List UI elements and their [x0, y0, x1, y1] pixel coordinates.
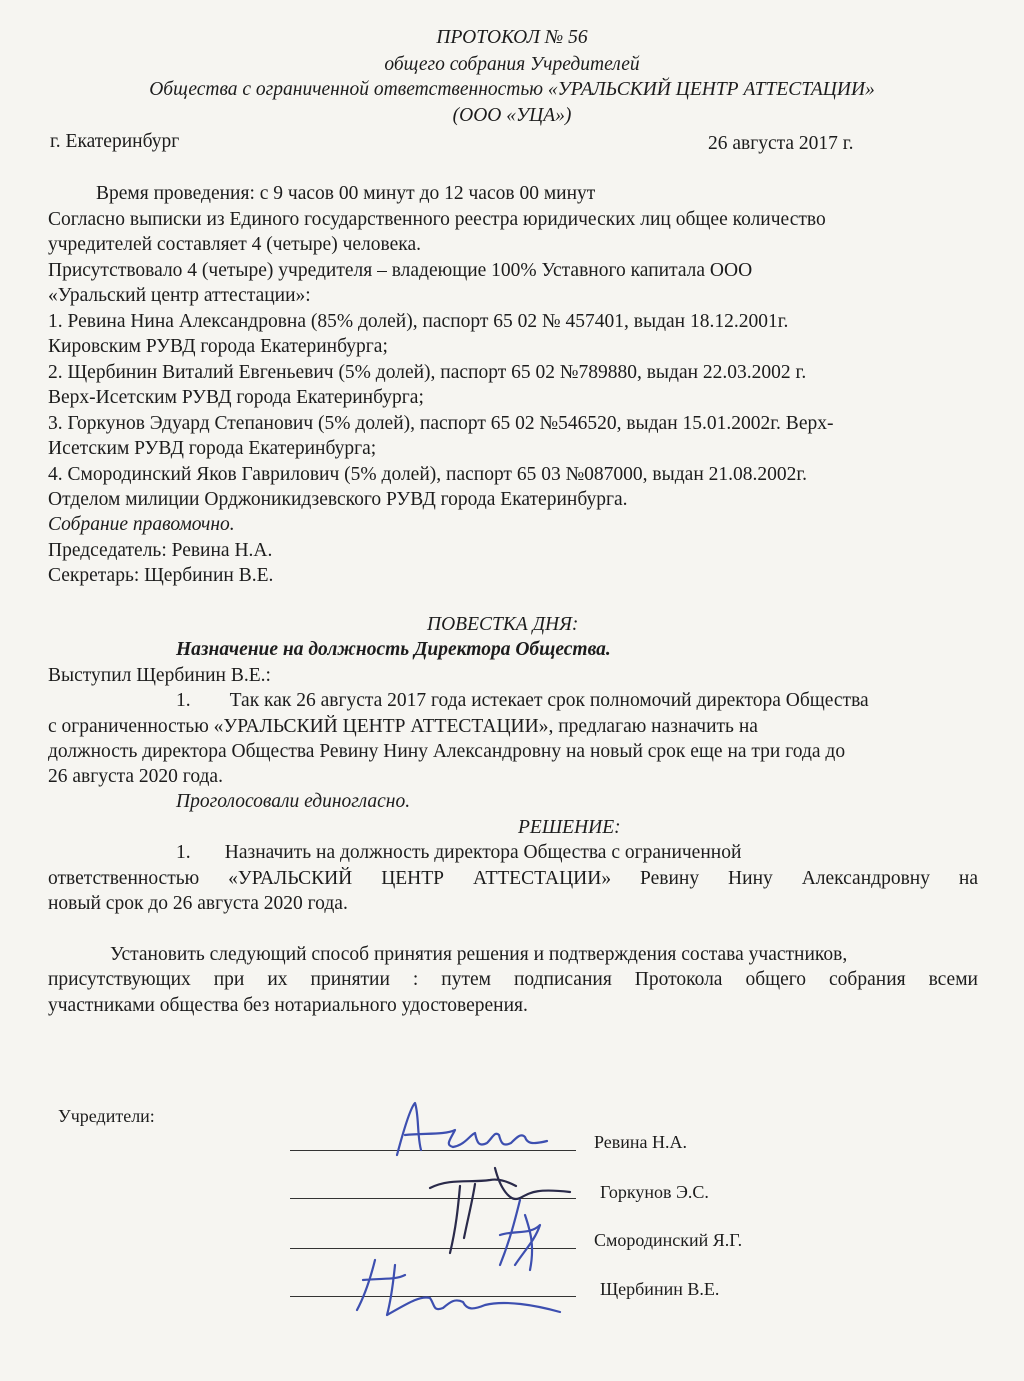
protocol-title: ПРОТОКОЛ № 56 [436, 27, 588, 48]
decision-heading: РЕШЕНИЕ: [518, 817, 621, 838]
founders-label: Учредители: [58, 1106, 155, 1126]
speaker: Выступил Щербинин В.Е.: [48, 665, 271, 686]
speech-line: с ограниченностью «УРАЛЬСКИЙ ЦЕНТР АТТЕСТАЦИИ», предлагаю назначить на [48, 716, 758, 737]
founder-1-issuer: Кировским РУВД города Екатеринбурга; [48, 336, 388, 357]
body-line: «Уральский центр аттестации»: [48, 285, 311, 306]
quorum-statement: Собрание правомочно. [48, 514, 235, 535]
company-short-name: (ООО «УЦА») [452, 105, 572, 126]
decision-line: новый срок до 26 августа 2020 года. [48, 893, 348, 914]
speech-line: 1. Так как 26 августа 2017 года истекает срок полномочий директора Общества [176, 690, 869, 711]
founder-3: 3. Горкунов Эдуард Степанович (5% долей), паспорт 65 02 №546520, выдан 15.01.2002г. Верх- [48, 413, 834, 434]
chairman: Председатель: Ревина Н.А. [48, 540, 273, 561]
decision-line: ответственностью «УРАЛЬСКИЙ ЦЕНТР АТТЕСТАЦИИ» Ревину Нину Александровну на [48, 868, 978, 889]
body-line: учредителей составляет 4 (четыре) человека. [48, 234, 421, 255]
founder-4-issuer: Отделом милиции Орджоникидзевского РУВД города Екатеринбурга. [48, 489, 628, 510]
speech-line: должность директора Общества Ревину Нину Александровну на новый срок еще на три года до [48, 741, 846, 762]
company-full-name: Общества с ограниченной ответственностью «УРАЛЬСКИЙ ЦЕНТР АТТЕСТАЦИИ» [149, 79, 875, 100]
founder-1: 1. Ревина Нина Александровна (85% долей), паспорт 65 02 № 457401, выдан 18.12.2001г. [48, 311, 789, 332]
signer-name-smorodinsky: Смородинский Я.Г. [594, 1230, 743, 1250]
founder-4: 4. Смородинский Яков Гаврилович (5% долей), паспорт 65 03 №087000, выдан 21.08.2002г. [48, 464, 808, 485]
agenda-item: Назначение на должность Директора Общества. [176, 639, 611, 660]
agenda-heading: ПОВЕСТКА ДНЯ: [427, 614, 579, 635]
vote-result: Проголосовали единогласно. [176, 791, 411, 812]
protocol-date: 26 августа 2017 г. [708, 133, 854, 154]
method-line: участниками общества без нотариального удостоверения. [48, 995, 528, 1016]
signer-name-shcherbinin: Щербинин В.Е. [600, 1279, 720, 1299]
signature-revina [375, 1095, 555, 1165]
decision-line: 1. Назначить на должность директора Общества с ограниченной [176, 842, 742, 863]
meeting-type: общего собрания Учредителей [384, 54, 640, 75]
city: г. Екатеринбург [50, 131, 180, 152]
signature-shcherbinin [335, 1250, 575, 1330]
body-line: Согласно выписки из Единого государственного реестра юридических лиц общее количество [48, 209, 826, 230]
founder-2: 2. Щербинин Виталий Евгеньевич (5% долей), паспорт 65 02 №789880, выдан 22.03.2002 г. [48, 362, 807, 383]
body-line: Присутствовало 4 (четыре) учредителя – владеющие 100% Уставного капитала ООО [48, 260, 753, 281]
signer-name-gorkunov: Горкунов Э.С. [600, 1182, 709, 1202]
founder-2-issuer: Верх-Исетским РУВД города Екатеринбурга; [48, 387, 424, 408]
method-line: присутствующих при их принятии : путем подписания Протокола общего собрания всеми [48, 969, 978, 990]
signer-name-revina: Ревина Н.А. [594, 1132, 688, 1152]
founder-3-issuer: Исетским РУВД города Екатеринбурга; [48, 438, 377, 459]
speech-line: 26 августа 2020 года. [48, 766, 223, 787]
meeting-time: Время проведения: с 9 часов 00 минут до 12 часов 00 минут [96, 183, 596, 204]
method-line: Установить следующий способ принятия решения и подтверждения состава участников, [110, 944, 848, 965]
secretary: Секретарь: Щербинин В.Е. [48, 565, 274, 586]
